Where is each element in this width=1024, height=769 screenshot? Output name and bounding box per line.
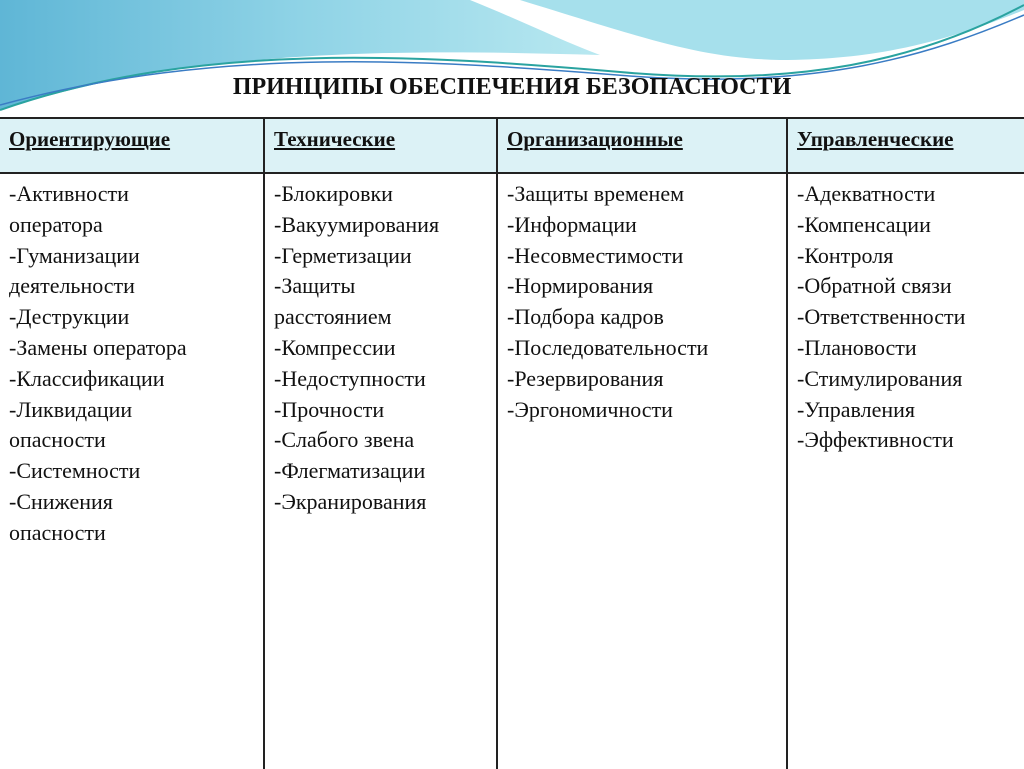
principle-item: -Защиты временем	[507, 181, 685, 206]
column-organizational	[498, 119, 787, 769]
principle-item: -Подбора кадров	[507, 304, 664, 330]
principle-item: -Слабого звена	[274, 427, 415, 453]
principles-table	[0, 117, 1024, 769]
principle-item: расстоянием	[274, 304, 392, 330]
column-header: Ориентирующие	[9, 127, 171, 151]
principle-item: -Деструкции	[9, 304, 130, 330]
principle-item: -Снижения	[9, 488, 113, 514]
principle-item: -Резервирования	[507, 365, 664, 391]
principle-item: -Активности	[9, 181, 129, 206]
principle-item: -Прочности	[274, 396, 385, 422]
principle-item: -Флегматизации	[274, 458, 426, 484]
column-orienting	[0, 119, 264, 769]
principle-item: -Системности	[9, 458, 141, 484]
principle-item: -Нормирования	[507, 273, 654, 299]
principle-item: -Классификации	[9, 365, 165, 391]
principle-item: -Ответственности	[797, 304, 966, 330]
principle-item: -Последовательности	[507, 334, 709, 360]
principle-item: опасности	[9, 427, 106, 453]
principle-item: -Плановости	[797, 334, 917, 360]
principle-item: -Эргономичности	[507, 396, 673, 422]
principle-item: -Блокировки	[274, 181, 393, 206]
column-items	[797, 179, 965, 456]
column-header: Организационные	[507, 127, 683, 151]
principle-item: -Герметизации	[274, 242, 412, 268]
column-items	[507, 179, 708, 425]
principle-item: -Обратной связи	[797, 273, 952, 299]
principle-item: -Компрессии	[274, 334, 396, 360]
principle-item: -Адекватности	[797, 181, 936, 206]
column-header: Технические	[274, 127, 396, 151]
principle-item: -Стимулирования	[797, 365, 963, 391]
principle-item: -Замены оператора	[9, 334, 187, 360]
principle-item: -Защиты	[274, 273, 356, 299]
principle-item: -Компенсации	[797, 211, 931, 237]
principle-item: -Информации	[507, 211, 637, 237]
column-header: Управленческие	[797, 127, 954, 151]
principle-item: -Управления	[797, 396, 916, 422]
column-technical	[265, 119, 497, 769]
principle-item: деятельности	[9, 273, 135, 299]
principle-item: -Эффективности	[797, 427, 954, 453]
column-items	[274, 179, 439, 518]
principle-item: -Вакуумирования	[274, 211, 440, 237]
column-items	[9, 179, 187, 549]
principle-item: -Недоступности	[274, 365, 426, 391]
page-title: ПРИНЦИПЫ ОБЕСПЕЧЕНИЯ БЕЗОПАСНОСТИ	[232, 74, 792, 100]
principle-item: -Гуманизации	[9, 242, 140, 268]
principle-item: опасности	[9, 519, 106, 545]
principle-item: -Несовместимости	[507, 242, 684, 268]
principle-item: -Экранирования	[274, 488, 427, 514]
column-managerial	[788, 119, 1024, 769]
principle-item: оператора	[9, 211, 103, 237]
principle-item: -Контроля	[797, 242, 894, 268]
principle-item: -Ликвидации	[9, 396, 133, 422]
